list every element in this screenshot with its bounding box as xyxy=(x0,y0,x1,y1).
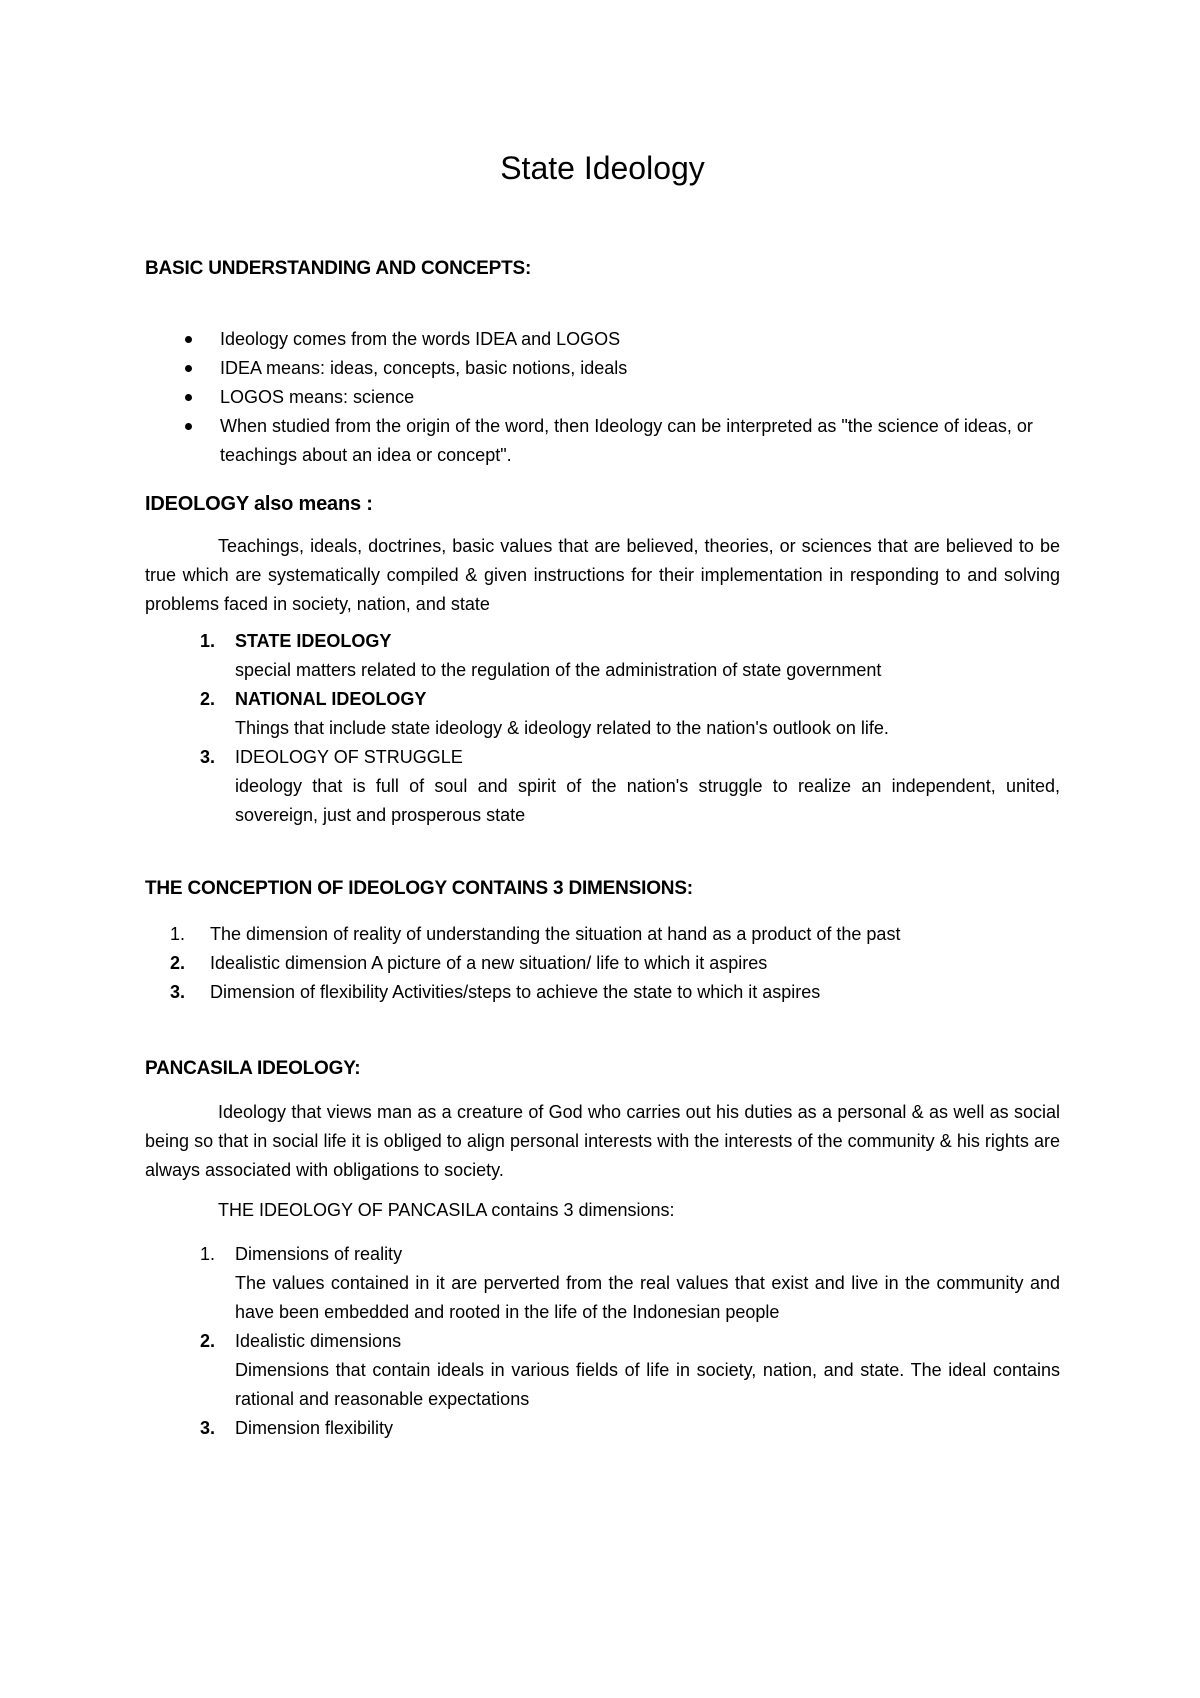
list-item-title: IDEOLOGY OF STRUGGLE xyxy=(235,747,463,767)
list-item-number: 2. xyxy=(170,953,186,973)
list-item xyxy=(200,1327,1060,1414)
section-heading-basic-understanding: BASIC UNDERSTANDING AND CONCEPTS: xyxy=(145,258,532,279)
pancasila-dimensions-intro: THE IDEOLOGY OF PANCASILA contains 3 dimensions: xyxy=(218,1200,675,1220)
list-item-description: Things that include state ideology & ideology related to the nation's outlook on life. xyxy=(235,718,889,738)
section-heading-conception-dimensions: THE CONCEPTION OF IDEOLOGY CONTAINS 3 DIMENSIONS: xyxy=(145,878,693,899)
list-item-text: The dimension of reality of understanding the situation at hand as a product of the past xyxy=(210,924,901,944)
paragraph-pancasila-ideology: Ideology that views man as a creature of God who carries out his duties as a personal & as well as social being so that in social life it is obliged to align personal interests with the interests of the community & his rights are always associated with obligations to society. xyxy=(145,1102,1060,1180)
bullet-item: IDEA means: ideas, concepts, basic notions, ideals xyxy=(145,354,1060,383)
list-item-text: Dimension of flexibility Activities/steps to achieve the state to which it aspires xyxy=(210,982,821,1002)
document-page xyxy=(145,0,1060,1698)
list-item xyxy=(200,627,1060,685)
list-item-title: Dimensions of reality xyxy=(235,1244,403,1264)
list-item-text: Idealistic dimension A picture of a new situation/ life to which it aspires xyxy=(210,953,768,973)
list-item xyxy=(200,743,1060,830)
document-title: State Ideology xyxy=(500,150,705,186)
bullet-item: LOGOS means: science xyxy=(145,383,1060,412)
bullet-icon xyxy=(185,336,192,343)
list-item-description: Dimensions that contain ideals in various fields of life in society, nation, and state. The ideal contains rational and reasonable expectations xyxy=(235,1360,1060,1409)
list-item-number: 3. xyxy=(200,747,216,767)
list-item-description: The values contained in it are perverted from the real values that exist and live in the community and have been embedded and rooted in the life of the Indonesian people xyxy=(235,1273,1060,1322)
list-item-description: special matters related to the regulation of the administration of state government xyxy=(235,660,882,680)
list-item-number: 2. xyxy=(200,689,216,709)
list-item-number: 2. xyxy=(200,1331,216,1351)
list-item-title: Idealistic dimensions xyxy=(235,1331,402,1351)
bullet-item: Ideology comes from the words IDEA and LOGOS xyxy=(145,325,1060,354)
list-item xyxy=(200,1240,1060,1327)
paragraph-ideology-means: Teachings, ideals, doctrines, basic values that are believed, theories, or sciences that are believed to be true which are systematically compiled & given instructions for their implementation in responding to and solving problems faced in society, nation, and state xyxy=(145,536,1060,614)
section-heading-ideology-means: IDEOLOGY also means : xyxy=(145,493,373,515)
list-item-number: 1. xyxy=(200,631,216,651)
list-item-number: 3. xyxy=(170,982,186,1002)
section-heading-pancasila-ideology: PANCASILA IDEOLOGY: xyxy=(145,1058,361,1079)
bullet-icon xyxy=(185,423,192,430)
bullet-list-basic-concepts xyxy=(145,325,1060,470)
list-item xyxy=(170,949,1060,978)
bullet-icon xyxy=(185,394,192,401)
list-item-number: 3. xyxy=(200,1418,216,1438)
numbered-list-pancasila-dimensions xyxy=(200,1240,1060,1443)
list-item-title: NATIONAL IDEOLOGY xyxy=(235,689,427,709)
numbered-list-conception-dimensions xyxy=(170,920,1060,1007)
list-item-title: STATE IDEOLOGY xyxy=(235,631,392,651)
list-item-description: ideology that is full of soul and spirit of the nation's struggle to realize an independent, united, sovereign, just and prosperous state xyxy=(235,776,1060,825)
list-item xyxy=(200,685,1060,743)
list-item xyxy=(170,978,1060,1007)
list-item xyxy=(170,920,1060,949)
bullet-item: When studied from the origin of the word, then Ideology can be interpreted as "the science of ideas, or teachings about an idea or concept". xyxy=(145,412,1060,470)
numbered-list-ideology-types xyxy=(200,627,1060,830)
bullet-icon xyxy=(185,365,192,372)
list-item-number: 1. xyxy=(200,1244,216,1264)
list-item xyxy=(200,1414,1060,1443)
list-item-title: Dimension flexibility xyxy=(235,1418,394,1438)
list-item-number: 1. xyxy=(170,924,186,944)
